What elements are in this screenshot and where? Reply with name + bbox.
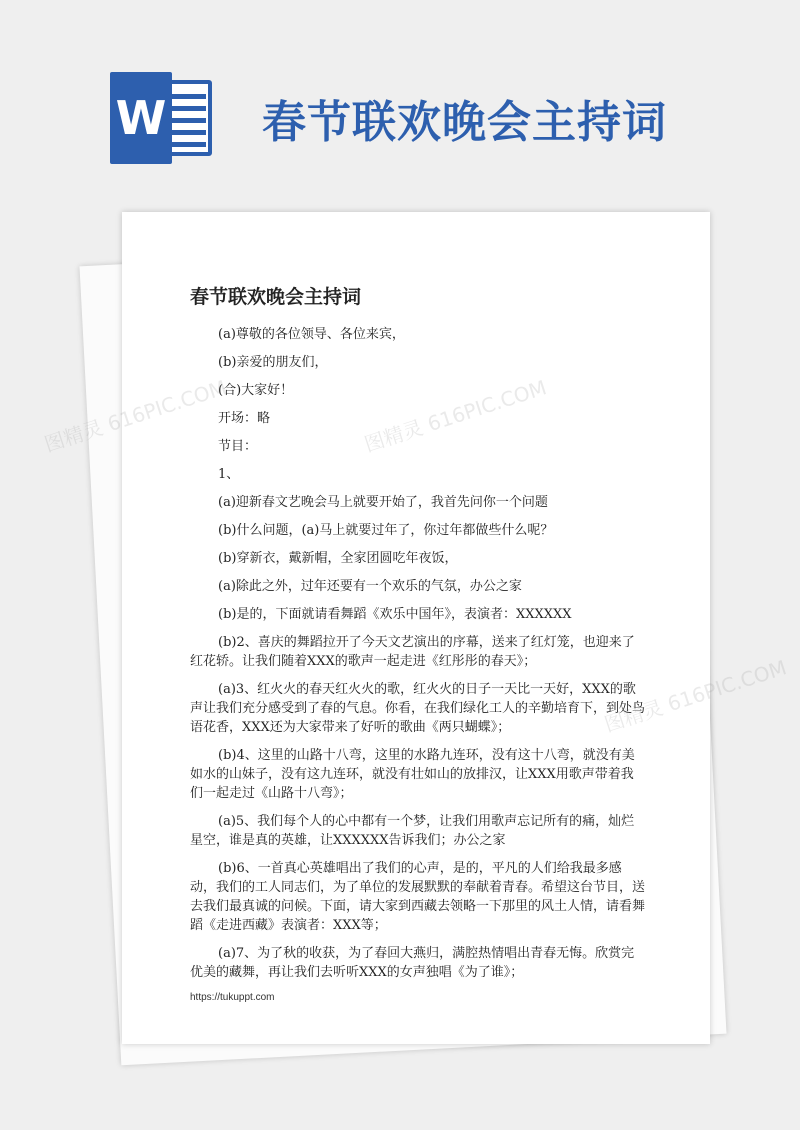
paragraph: (b)6、一首真心英雄唱出了我们的心声，是的，平凡的人们给我最多感动，我们的工人同志们，为了单位的发展默默的奉献着青春。希望这台节目，送去我们最真诚的问候。下面，请大家到西藏去领略一下那里的风土人情，请看舞蹈《走进西藏》表演者：XXX等； <box>190 861 646 933</box>
paragraph: (a)迎新春文艺晚会马上就要开始了，我首先问你一个问题 <box>218 495 548 510</box>
watermark: 图精灵 616PIC.COM <box>361 375 550 457</box>
paragraph: 1、 <box>218 467 240 482</box>
paragraph: (合)大家好！ <box>218 383 294 398</box>
source-url: https://tukuppt.com <box>190 992 275 1003</box>
word-logo <box>110 72 214 164</box>
paragraph: (b)亲爱的朋友们， <box>218 355 328 370</box>
paragraph: (b)2、喜庆的舞蹈拉开了今天文艺演出的序幕，送来了红灯笼，也迎来了红花轿。让我们随着XXX的歌声一起走进《红彤彤的春天》； <box>190 635 635 669</box>
paragraph: (b)4、这里的山路十八弯，这里的水路九连环，没有这十八弯，就没有美如水的山妹子，没有这九连环，就没有壮如山的放排汉，让XXX用歌声带着我们一起走过《山路十八弯》； <box>190 748 635 801</box>
paragraph: (a)7、为了秋的收获，为了春回大燕归，满腔热情唱出青春无悔。欣赏完优美的藏舞，再让我们去听听XXX的女声独唱《为了谁》； <box>190 946 635 980</box>
paragraph: (b)穿新衣，戴新帽，全家团圆吃年夜饭， <box>218 551 458 566</box>
document-page <box>122 212 710 1044</box>
document-title: 春节联欢晚会主持词 <box>190 286 362 308</box>
watermark: 图精灵 616PIC.COM <box>41 375 230 457</box>
paragraph: (a)除此之外，过年还要有一个欢乐的气氛，办公之家 <box>218 579 522 594</box>
paragraph: (a)5、我们每个人的心中都有一个梦，让我们用歌声忘记所有的痛，灿烂星空，谁是真的英雄，让XXXXXX告诉我们；办公之家 <box>190 814 635 848</box>
word-logo-letter: W <box>110 72 172 164</box>
banner-title: 春节联欢晚会主持词 <box>262 97 667 148</box>
paragraph: (b)什么问题，(a)马上就要过年了，你过年都做些什么呢？ <box>218 523 554 538</box>
paragraph: (a)3、红火火的春天红火火的歌，红火火的日子一天比一天好，XXX的歌声让我们充分感受到了春的气息。你看，在我们绿化工人的辛勤培育下，到处鸟语花香，XXX还为大家带来了好听的歌曲《两只蝴蝶》； <box>190 682 646 735</box>
document-body <box>190 325 646 991</box>
paragraph: 开场：略 <box>218 411 271 426</box>
watermark: 图精灵 616PIC.COM <box>601 655 790 737</box>
paragraph: 节目： <box>218 439 258 454</box>
paragraph: (a)尊敬的各位领导、各位来宾， <box>218 327 405 342</box>
paragraph: (b)是的，下面就请看舞蹈《欢乐中国年》，表演者：XXXXXX <box>218 607 572 622</box>
